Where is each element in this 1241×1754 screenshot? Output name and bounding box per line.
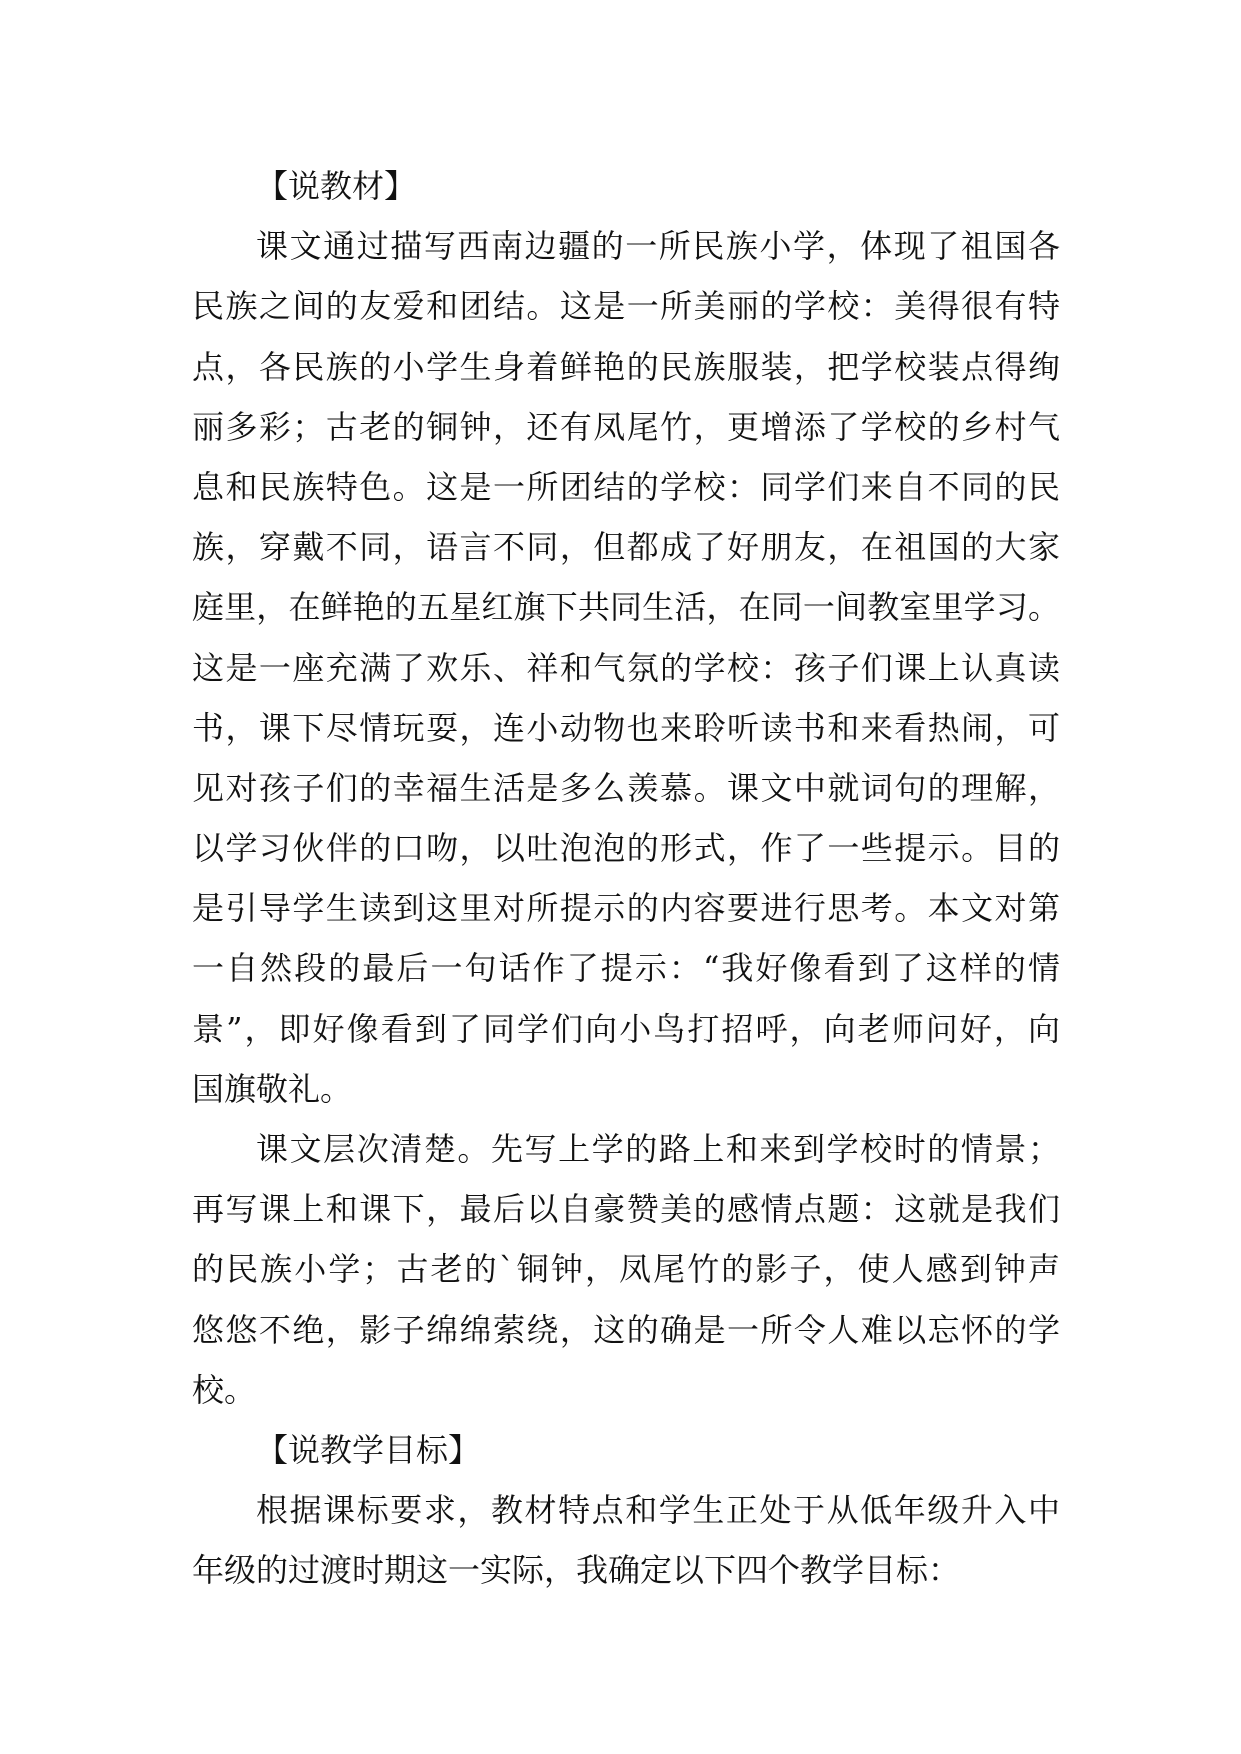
text-line: 课文通过描写西南边疆的一所民族小学，体现了祖国各 bbox=[256, 227, 1060, 266]
text-line: 息和民族特色。这是一所团结的学校：同学们来自不同的民 bbox=[192, 467, 1060, 506]
paragraph bbox=[192, 1480, 1060, 1600]
paragraph bbox=[192, 216, 1060, 1119]
section-heading: 【说教学目标】 bbox=[256, 1430, 481, 1469]
text-line: 悠悠不绝，影子绵绵萦绕，这的确是一所令人难以忘怀的学 bbox=[192, 1310, 1060, 1349]
text-line: 一自然段的最后一句话作了提示：“我好像看到了这样的情 bbox=[192, 949, 1060, 988]
text-line: 根据课标要求，教材特点和学生正处于从低年级升入中 bbox=[256, 1491, 1060, 1530]
text-line: 民族之间的友爱和团结。这是一所美丽的学校：美得很有特 bbox=[192, 287, 1060, 326]
text-line: 书，课下尽情玩耍，连小动物也来聆听读书和来看热闹，可 bbox=[192, 708, 1060, 747]
text-line: 的民族小学；古老的`铜钟，凤尾竹的影子，使人感到钟声 bbox=[192, 1250, 1060, 1289]
text-line: 景”，即好像看到了同学们向小鸟打招呼，向老师问好，向 bbox=[192, 1009, 1060, 1048]
text-line: 以学习伙伴的口吻，以吐泡泡的形式，作了一些提示。目的 bbox=[192, 829, 1060, 868]
text-line: 课文层次清楚。先写上学的路上和来到学校时的情景； bbox=[256, 1130, 1060, 1168]
text-line: 这是一座充满了欢乐、祥和气氛的学校：孩子们课上认真读 bbox=[192, 648, 1060, 687]
text-line: 族，穿戴不同，语言不同，但都成了好朋友，在祖国的大家 bbox=[192, 528, 1060, 567]
section-heading: 【说教材】 bbox=[256, 167, 417, 205]
document-body bbox=[192, 156, 1060, 1601]
text-line: 庭里，在鲜艳的五星红旗下共同生活，在同一间教室里学习。 bbox=[192, 588, 1060, 627]
text-line: 点，各民族的小学生身着鲜艳的民族服装，把学校装点得绚 bbox=[192, 347, 1060, 386]
text-line: 再写课上和课下，最后以自豪赞美的感情点题：这就是我们 bbox=[192, 1190, 1060, 1229]
text-line: 国旗敬礼。 bbox=[192, 1069, 353, 1108]
text-line: 是引导学生读到这里对所提示的内容要进行思考。本文对第 bbox=[192, 889, 1060, 928]
text-line: 见对孩子们的幸福生活是多么羡慕。课文中就词句的理解， bbox=[192, 768, 1060, 807]
text-line: 校。 bbox=[192, 1370, 257, 1409]
text-line: 年级的过渡时期这一实际，我确定以下四个教学目标： bbox=[192, 1551, 961, 1590]
paragraph bbox=[192, 1119, 1060, 1420]
text-line: 丽多彩；古老的铜钟，还有凤尾竹，更增添了学校的乡村气 bbox=[192, 407, 1060, 446]
